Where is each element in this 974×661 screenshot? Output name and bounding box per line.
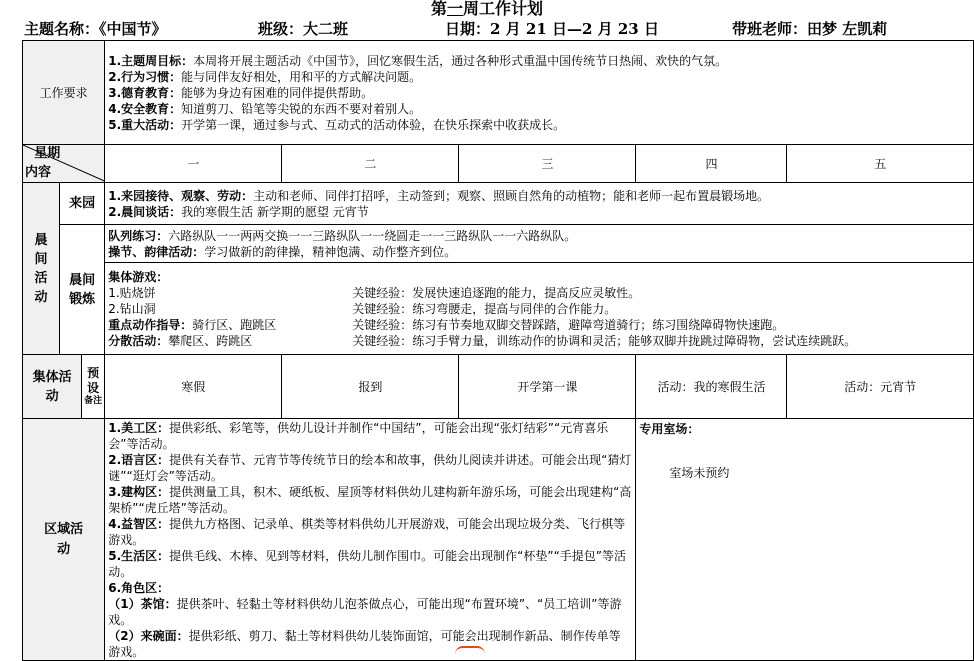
page-title: 第一周工作计划 <box>430 0 544 18</box>
area-item: 6.角色区： <box>108 581 170 595</box>
morning-label: 晨间活动 <box>23 183 60 355</box>
area-item: 3.建构区：提供测量工具，积木、硬纸板、屋顶等材料供幼儿建构新年游乐场，可能会出现建构“高架桥”“虎丘塔”等活动。 <box>108 485 632 515</box>
group-activity: 活动：元宵节 <box>787 355 974 419</box>
work-item: 5.重大活动：开学第一课，通过参与式、互动式的活动体验，在快乐探索中收获成长。 <box>108 117 566 132</box>
teachers: 带班老师：田梦 左凯莉 <box>732 20 888 38</box>
area-item: 5.生活区：提供毛线、木棒、见到等材料，供幼儿制作围巾。可能会出现制作“杯垫”“手提包”等活动。 <box>108 549 627 579</box>
group-activity: 报到 <box>282 355 459 419</box>
day-header: 五 <box>787 145 974 183</box>
day-header: 一 <box>105 145 282 183</box>
group-label: 集体活动 <box>23 355 82 419</box>
work-item: 3.德育教育：能够为身边有困难的同伴提供帮助。 <box>108 85 374 100</box>
games-content: 集体游戏： 1.贴烧饼 关键经验：发展快速追逐跑的能力，提高反应灵敏性。 2.钻山洞 关键经验：练习弯腰走，提高与同伴的合作能力。 重点动作指导：骑行区、跑跳区 关键经验：练习有节奏地双脚交替踩踏，避障弯道骑行；练习围绕障碍物快速跑。 分散活动：攀爬区、跨跳区 关键经验：练习手臂力量，训练动作的协调和灵活；能够双脚并拢跳过障碍物，尝试连续跳跃。 <box>105 263 974 355</box>
group-activity: 开学第一课 <box>459 355 636 419</box>
weekly-plan-table <box>22 40 974 661</box>
area-item: 2.语言区：提供有关春节、元宵节等传统节日的绘本和故事，供幼儿阅读并讲述。可能会出现“猜灯谜”“逛灯会”等活动。 <box>108 453 632 483</box>
room-title: 专用室场： <box>639 422 700 436</box>
group-activity: 寒假 <box>105 355 282 419</box>
day-header: 二 <box>282 145 459 183</box>
day-header: 三 <box>459 145 636 183</box>
area-item: 4.益智区：提供九方格图、记录单、棋类等材料供幼儿开展游戏，可能会出现垃圾分类、飞行棋等游戏。 <box>108 517 626 547</box>
stamp-mark <box>455 646 485 657</box>
group-sublabel: 预设 备注 <box>82 355 105 419</box>
area-item: （2）来碗面：提供彩纸、剪刀、黏土等材料供幼儿装饰面馆，可能会出现制作新品、制作传单等游戏。 <box>108 629 621 659</box>
week-corner: 星期 内容 <box>23 145 105 183</box>
work-item: 2.行为习惯：能与同伴友好相处，用和平的方式解决问题。 <box>108 69 422 84</box>
arrival-label: 来园 <box>59 183 104 225</box>
day-header: 四 <box>636 145 787 183</box>
theme-name: 主题名称：《中国节》 <box>24 20 167 38</box>
area-item: 1.美工区：提供彩纸、彩笔等，供幼儿设计并制作“中国结”，可能会出现“张灯结彩”“元宵喜乐会”等活动。 <box>108 421 609 451</box>
area-label: 区域活动 <box>23 419 105 661</box>
date-range: 日期：2 月 21 日—2 月 23 日 <box>445 20 659 38</box>
area-content <box>105 419 636 661</box>
work-item: 4.安全教育：知道剪刀、铅笔等尖锐的东西不要对着别人。 <box>108 101 422 116</box>
arrival-content: 1.来园接待、观察、劳动：主动和老师、同伴打招呼，主动签到；观察、照顾自然角的动植物；能和老师一起布置晨锻场地。 2.晨间谈话：我的寒假生活 新学期的愿望 元宵节 <box>105 183 974 225</box>
group-activity: 活动：我的寒假生活 <box>636 355 787 419</box>
room-cell <box>636 419 974 661</box>
work-item: 1.主题周目标：本周将开展主题活动《中国节》，回忆寒假生活，通过各种形式重温中国传统节日热闹、欢快的气氛。 <box>108 53 728 68</box>
work-label: 工作要求 <box>23 41 105 145</box>
class-name: 班级：大二班 <box>258 20 349 38</box>
exercise-label: 晨间锻炼 <box>59 225 104 355</box>
area-item: （1）茶馆：提供茶叶、轻黏土等材料供幼儿泡茶做点心，可能出现“布置环境”、“员工培训”等游戏。 <box>108 597 622 627</box>
work-requirements <box>105 41 974 145</box>
queue-content: 队列练习：六路纵队一一两两交换一一三路纵队一一绕圆走一一三路纵队一一六路纵队。 操节、韵律活动：学习做新的韵律操，精神饱满、动作整齐到位。 <box>105 225 974 263</box>
room-text: 室场未预约 <box>669 466 730 480</box>
